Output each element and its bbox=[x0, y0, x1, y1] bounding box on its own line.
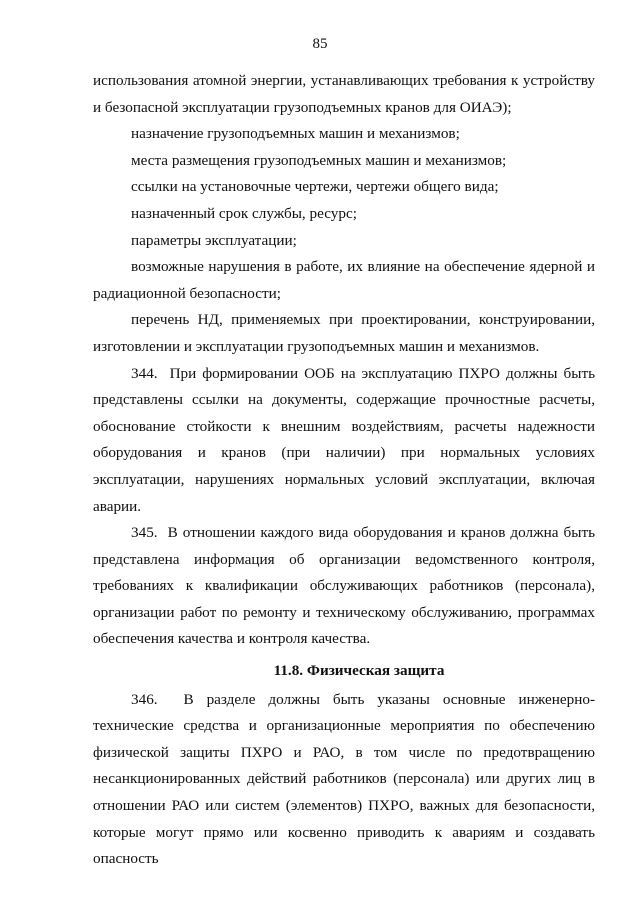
list-item: места размещения грузоподъемных машин и механизмов; bbox=[131, 151, 507, 169]
paragraph-number: 346. bbox=[131, 690, 158, 708]
page-number: 85 bbox=[312, 36, 328, 52]
paragraph-text: При формировании ООБ на эксплуатацию ПХРО должны быть представлены ссылки на документы, содержащие прочностные расчеты, обоснование стойкости к внешним воздействиям, расчеты надежности оборудования и кранов (при наличии) при нормальных условиях эксплуатации, нарушениях нормальных условий эксплуатации, включая аварии. bbox=[93, 364, 596, 515]
paragraph-intro-continuation: использования атомной энергии, устанавливающих требования к устройству и безопасной эксплуатации грузоподъемных кранов для ОИАЭ); bbox=[93, 72, 595, 116]
list-item: параметры эксплуатации; bbox=[131, 231, 297, 249]
document-body bbox=[93, 68, 595, 873]
list-item: назначенный срок службы, ресурс; bbox=[131, 204, 357, 222]
list-item: ссылки на установочные чертежи, чертежи общего вида; bbox=[131, 178, 499, 196]
paragraph-text: В разделе должны быть указаны основные инженерно-технические средства и организационные мероприятия по обеспечению физической защиты ПХРО и РАО, в том числе по предотвращению несанкционированных действий работников (персонала) или других лиц в отношении РАО или систем (элементов) ПХРО, важных для безопасности, которые могут прямо или косвенно приводить к авариям и создавать опасность bbox=[93, 690, 596, 868]
paragraph-345 bbox=[93, 520, 595, 653]
paragraph-number: 345. bbox=[131, 524, 158, 542]
section-heading: 11.8. Физическая защита bbox=[273, 662, 445, 680]
list-item: назначение грузоподъемных машин и механизмов; bbox=[131, 125, 460, 143]
paragraph-346 bbox=[93, 687, 595, 873]
paragraph-text: В отношении каждого вида оборудования и кранов должна быть представлена информация об организации ведомственного контроля, требованиях к квалификации обслуживающих работников (персонала), организации работ по ремонту и техническому обслуживанию, программах обеспечения качества и контроля качества. bbox=[93, 524, 596, 648]
paragraph-344 bbox=[93, 361, 595, 521]
paragraph-number: 344. bbox=[131, 364, 158, 382]
paragraph-violations: возможные нарушения в работе, их влияние на обеспечение ядерной и радиационной безопасности; bbox=[93, 258, 595, 302]
paragraph-nd-list: перечень НД, применяемых при проектировании, конструировании, изготовлении и эксплуатации грузоподъемных машин и механизмов. bbox=[93, 311, 595, 355]
